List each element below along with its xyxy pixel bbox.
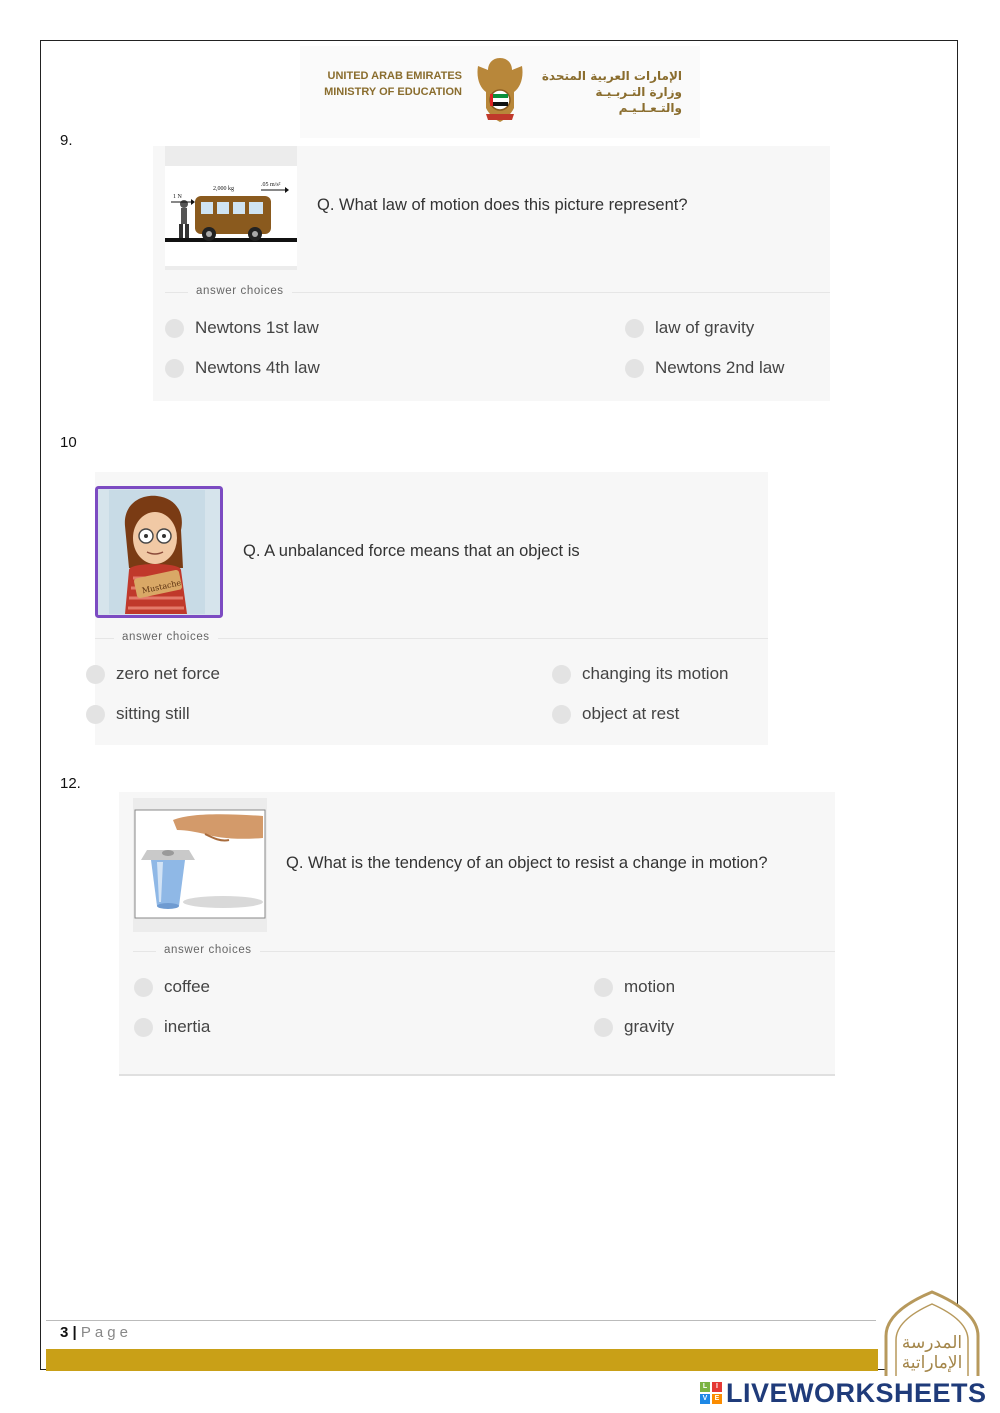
footer-gold-bar (46, 1349, 878, 1371)
answer-option-label: Newtons 2nd law (655, 358, 785, 377)
ministry-header (300, 46, 700, 138)
answer-choices-label: answer choices (156, 944, 260, 956)
radio-icon[interactable] (134, 978, 153, 997)
header-ar-line2: وزارة التـربـيـة والتـعـلـيـم (595, 85, 682, 115)
question-number: 9. (60, 132, 73, 149)
header-english (314, 68, 462, 100)
question-number: 12. (60, 775, 81, 792)
answer-option-label: coffee (164, 977, 211, 996)
header-ar-line1: الإمارات العربية المتحدة (541, 69, 682, 83)
bus-push-image (165, 146, 297, 270)
school-name-line2: الإماراتية (901, 1353, 963, 1373)
answer-option[interactable] (95, 704, 190, 724)
page-word: Page (80, 1324, 132, 1341)
header-arabic (532, 68, 682, 116)
answer-option[interactable] (552, 704, 679, 724)
radio-icon[interactable] (625, 319, 644, 338)
header-en-line1: UNITED ARAB EMIRATES (327, 70, 462, 82)
liveworksheets-logo-icon: L I V E (700, 1382, 722, 1404)
answer-option-label: object at rest (582, 704, 680, 723)
footer-divider (46, 1320, 876, 1321)
answer-option[interactable] (134, 977, 210, 997)
answer-option-label: zero net force (116, 664, 220, 683)
answer-choices-label: answer choices (114, 631, 218, 643)
question-card-12 (119, 792, 835, 1074)
answer-option[interactable] (95, 664, 220, 684)
answer-option[interactable] (594, 1017, 674, 1037)
answer-option[interactable] (625, 318, 754, 338)
answer-option-label: changing its motion (582, 664, 729, 683)
page-separator: | (68, 1324, 81, 1341)
radio-icon[interactable] (165, 319, 184, 338)
radio-icon[interactable] (625, 359, 644, 378)
question-text: Q. What is the tendency of an object to resist a change in motion? (286, 854, 768, 872)
header-en-line2: MINISTRY OF EDUCATION (324, 86, 462, 98)
radio-icon[interactable] (86, 665, 105, 684)
answer-option-label: sitting still (116, 704, 190, 723)
question-number: 10 (60, 434, 77, 451)
answer-option[interactable] (165, 358, 320, 378)
question-card-10 (95, 472, 768, 745)
answer-option-label: Newtons 4th law (195, 358, 320, 377)
answer-option[interactable] (134, 1017, 210, 1037)
school-logo-icon (878, 1290, 986, 1376)
question-text: Q. What law of motion does this picture represent? (317, 196, 688, 214)
answer-option-label: motion (624, 977, 676, 996)
answer-option-label: inertia (164, 1017, 211, 1036)
answer-option[interactable] (594, 977, 675, 997)
mass-label: 2,000 kg (213, 186, 234, 192)
question-card-9 (153, 146, 830, 401)
question-text: Q. A unbalanced force means that an object is (243, 542, 580, 560)
radio-icon[interactable] (594, 978, 613, 997)
answer-option-label: law of gravity (655, 318, 755, 337)
radio-icon[interactable] (552, 665, 571, 684)
answer-option-label: Newtons 1st law (195, 318, 319, 337)
radio-icon[interactable] (552, 705, 571, 724)
radio-icon[interactable] (134, 1018, 153, 1037)
uae-emblem-icon (472, 54, 528, 124)
radio-icon[interactable] (594, 1018, 613, 1037)
liveworksheets-text: LIVEWORKSHEETS (726, 1377, 987, 1408)
answer-choices-label: answer choices (188, 285, 292, 297)
sign-text: Mustache (141, 578, 182, 596)
school-name-line1: المدرسة (901, 1333, 963, 1353)
coin-card-cup-image (133, 798, 267, 932)
answer-option[interactable] (552, 664, 728, 684)
radio-icon[interactable] (165, 359, 184, 378)
force-label: 1 N (173, 194, 182, 200)
answer-option[interactable] (165, 318, 319, 338)
girl-mustache-image (95, 486, 223, 618)
page-footer (60, 1324, 132, 1341)
answer-option-label: gravity (624, 1017, 675, 1036)
page-number: 3 (60, 1324, 69, 1341)
answer-option[interactable] (625, 358, 784, 378)
radio-icon[interactable] (86, 705, 105, 724)
accel-label: .05 m/s² (261, 182, 281, 188)
liveworksheets-brand[interactable] (700, 1378, 995, 1408)
